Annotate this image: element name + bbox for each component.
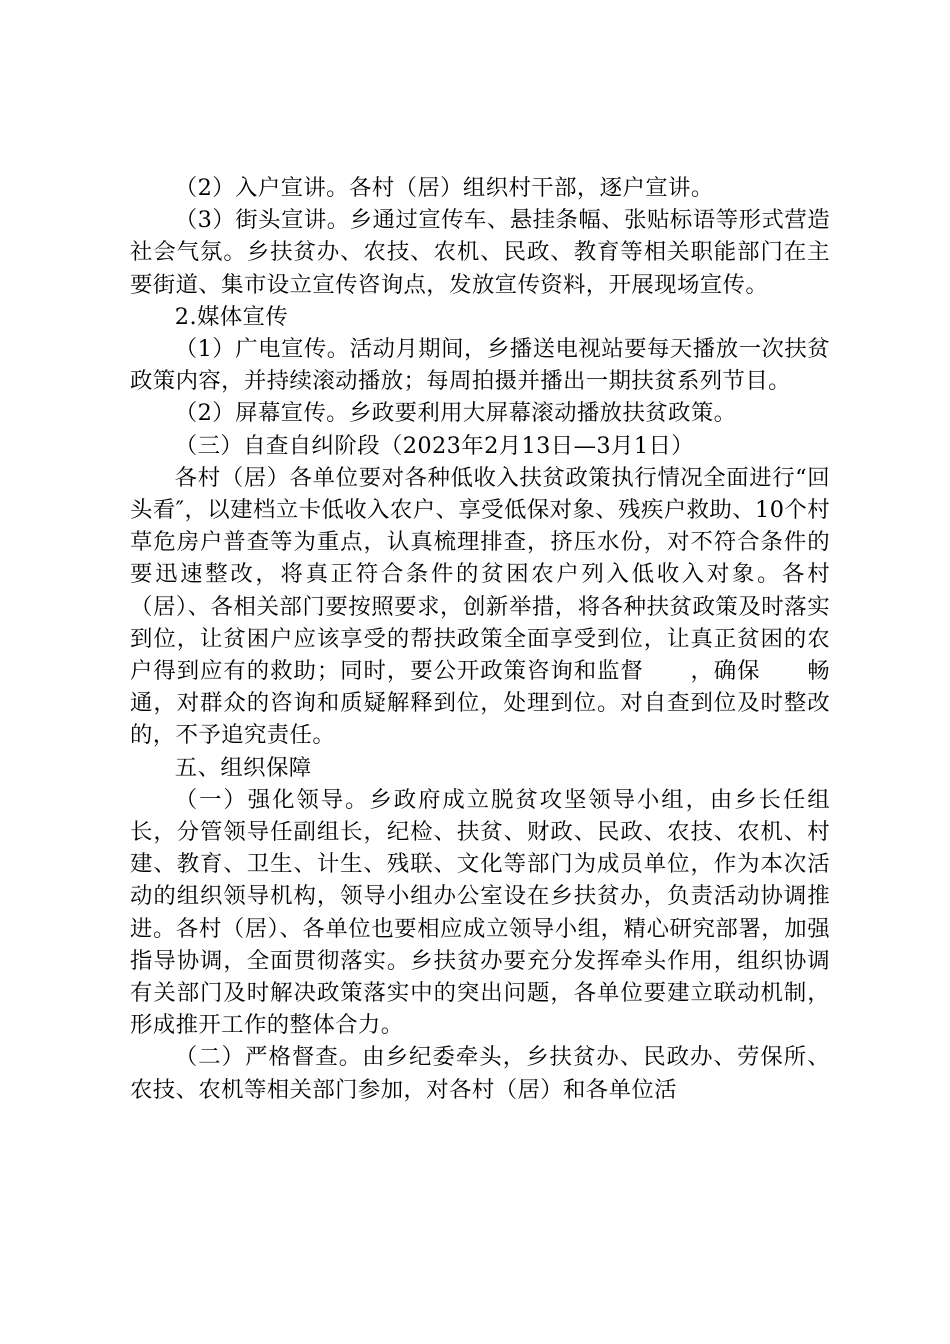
paragraph-screen-publicity: （2）屏幕宣传。乡政要利用大屏幕滚动播放扶贫政策。 bbox=[174, 400, 737, 427]
paragraph-street-publicity: （3）街头宣讲。乡通过宣传车、悬挂条幅、张贴标语等形式营造社会气氛。乡扶贫办、农技、农机、民政、教育等相关职能部门在主要街道、集市设立宣传咨询点，发放宣传资料，开展现场宣传。 bbox=[130, 207, 830, 298]
paragraph-leadership: （一）强化领导。乡政府成立脱贫攻坚领导小组，由乡长任组长，分管领导任副组长，纪检、扶贫、财政、民政、农技、农机、村建、教育、卫生、计生、残联、文化等部门为成员单位，作为本次活动的组织领导机构，领导小组办公室设在乡扶贫办，负责活动协调推进。各村（居）、各单位也要相应成立领导小组，精心研究部署，加强指导协调，全面贯彻落实。乡扶贫办要充分发挥牵头作用，组织协调有关部门及时解决政策落实中的突出问题，各单位要建立联动机制，形成推开工作的整体合力。 bbox=[130, 786, 830, 1039]
paragraph-broadcast-publicity: （1）广电宣传。活动月期间，乡播送电视站要每天播放一次扶贫政策内容，并持续滚动播放；每周拍摄并播出一期扶贫系列节目。 bbox=[130, 336, 830, 395]
heading-organization: 五、组织保障 bbox=[174, 754, 312, 781]
document-body bbox=[130, 172, 830, 1106]
paragraph-supervision: （二）严格督查。由乡纪委牵头，乡扶贫办、民政办、劳保所、农技、农机等相关部门参加，对各村（居）和各单位活 bbox=[130, 1044, 830, 1103]
heading-self-inspection: （三）自查自纠阶段（2023年2月13日—3月1日） bbox=[174, 432, 695, 459]
paragraph-door-to-door: （2）入户宣讲。各村（居）组织村干部，逐户宣讲。 bbox=[174, 175, 714, 201]
heading-media-publicity: 2.媒体宣传 bbox=[174, 303, 289, 330]
paragraph-self-inspection: 各村（居）各单位要对各种低收入扶贫政策执行情况全面进行“回头看″，以建档立卡低收入农户、享受低保对象、残疾户救助、10个村草危房户普查等为重点，认真梳理排查，挤压水份，对不符合条件的要迅速整改，将真正符合条件的贫困农户列入低收入对象。各村（居）、各相关部门要按照要求，创新举措，将各种扶贫政策及时落实到位，让贫困户应该享受的帮扶政策全面享受到位，让真正贫困的农户得到应有的救助；同时，要公开政策咨询和监督 ，确保 畅通，对群众的咨询和质疑解释到位，处理到位。对自查到位及时整改的，不予追究责任。 bbox=[130, 464, 830, 749]
